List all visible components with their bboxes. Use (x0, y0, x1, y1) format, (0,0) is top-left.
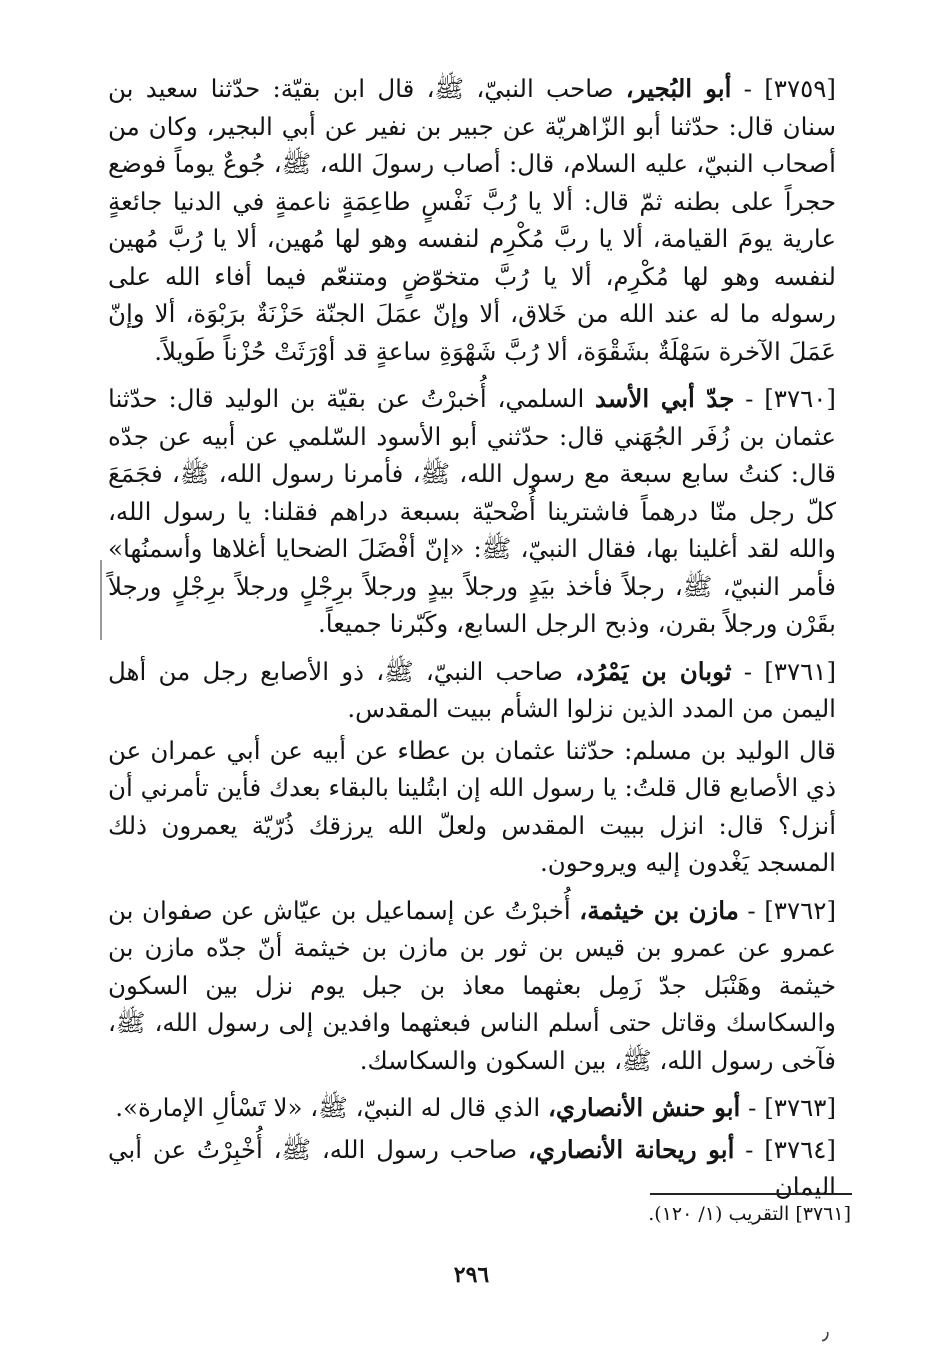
entry-3759: [٣٧٥٩] - أبو البُجير، صاحب النبيّ، ﷺ، قال ابن بقيّة: حدّثنا سعيد بن سنان قال: حدّثنا أبو الزّاهريّة عن جبير بن نفير عن أبي البجير، وكان من أصحاب النبيّ، عليه السلام، قال: أصاب رسولَ الله، ﷺ، جُوعٌ يوماً فوضع حجراً على بطنه ثمّ قال: ألا يا رُبَّ نَفْسٍ طاعِمَةٍ ناعمةٍ في الدنيا جائعةٍ عارية يومَ القيامة، ألا يا ربَّ مُكْرِم لنفسه وهو لها مُهين، ألا يا رُبَّ مُهين لنفسه وهو لها مُكْرِم، ألا يا رُبَّ متخوّضٍ ومتنعّم فيما أفاء الله على رسوله ما له عند الله من خَلاق، ألا وإنّ عمَلَ الجنّة حَزْنَةٌ برَبْوَة، ألا وإنّ عَمَلَ الآخرة سَهْلَةٌ بشَقْوَة، ألا رُبَّ شَهْوَةِ ساعةٍ قد أوْرَثَتْ حُزْناً طَويلاً. (108, 74, 836, 366)
entry-text: السلمي، أُخبرْتُ عن بقيّة بن الوليد قال: حدّثنا عثمان بن زُفَر الجُهَني قال: حدّثني أبو الأسود السّلمي عن أبيه عن جدّه قال: كنتُ سابع سبعة مع رسول الله، ﷺ، فأمرنا رسول الله، ﷺ، فجَمَعَ كلّ رجل منّا درهماً فاشترينا أُضْحيّة بسبعة دراهم فقلنا: يا رسول الله، والله لقد أغلينا بها، فقال النبيّ، ﷺ: «إنّ أفْضَلَ الضحايا أغلاها وأسمنُها» فأمر النبيّ، ﷺ، رجلاً فأخذ بيَدٍ ورجلاً بيدٍ ورجلاً برِجْلٍ ورجلاً برِجْلٍ ورجلاً بقَرْن ورجلاً بقرن، وذبح الرجل السابع، وكَبّرنا جميعاً. (108, 384, 836, 638)
entry-number: [٣٧٦٤] (764, 1134, 836, 1164)
scan-edge-mark (100, 560, 102, 640)
entry-text: صاحب النبيّ، ﷺ، قال ابن بقيّة: حدّثنا سعيد بن سنان قال: حدّثنا أبو الزّاهريّة عن جبير بن نفير عن أبي البجير، وكان من أصحاب النبيّ، عليه السلام، قال: أصاب رسولَ الله، ﷺ، جُوعٌ يوماً فوضع حجراً على بطنه ثمّ قال: ألا يا رُبَّ نَفْسٍ طاعِمَةٍ ناعمةٍ في الدنيا جائعةٍ عارية يومَ القيامة، ألا يا ربَّ مُكْرِم لنفسه وهو لها مُهين، ألا يا رُبَّ مُهين لنفسه وهو لها مُكْرِم، ألا يا رُبَّ متخوّضٍ ومتنعّم فيما أفاء الله على رسوله ما له عند الله من خَلاق، ألا وإنّ عمَلَ الجنّة حَزْنَةٌ برَبْوَة، ألا وإنّ عَمَلَ الآخرة سَهْلَةٌ بشَقْوَة، ألا رُبَّ شَهْوَةِ ساعةٍ قد أوْرَثَتْ حُزْناً طَويلاً. (108, 74, 836, 366)
entry-name: ثوبان بن يَمْرُد، (575, 656, 732, 686)
entry-number: [٣٧٥٩] (764, 74, 836, 103)
entry-name: جدّ أبي الأسد (595, 384, 735, 413)
entry-name: أبو ريحانة الأنصاري، (527, 1134, 735, 1164)
entry-name: أبو البُجير، (625, 74, 732, 103)
entry-3764: [٣٧٦٤] - أبو ريحانة الأنصاري، صاحب رسول الله، ﷺ، أُخْبِرْتُ عن أبي اليمان (108, 1134, 836, 1201)
entry-number: [٣٧٦٣] (764, 1093, 836, 1122)
entry-3760: [٣٧٦٠] - جدّ أبي الأسد السلمي، أُخبرْتُ عن بقيّة بن الوليد قال: حدّثنا عثمان بن زُفَر الجُهَني قال: حدّثني أبو الأسود السّلمي عن أبيه عن جدّه قال: كنتُ سابع سبعة مع رسول الله، ﷺ، فأمرنا رسول الله، ﷺ، فجَمَعَ كلّ رجل منّا درهماً فاشترينا أُضْحيّة بسبعة دراهم فقلنا: يا رسول الله، والله لقد أغلينا بها، فقال النبيّ، ﷺ: «إنّ أفْضَلَ الضحايا أغلاها وأسمنُها» فأمر النبيّ، ﷺ، رجلاً فأخذ بيَدٍ ورجلاً بيدٍ ورجلاً برِجْلٍ ورجلاً برِجْلٍ ورجلاً بقَرْن ورجلاً بقرن، وذبح الرجل السابع، وكَبّرنا جميعاً. (108, 384, 836, 638)
entry-text: صاحب رسول الله، ﷺ، أُخْبِرْتُ عن أبي اليمان (108, 1134, 836, 1201)
entry-text: قال الوليد بن مسلم: حدّثنا عثمان بن عطاء عن أبيه عن أبي عمران عن ذي الأصابع قال قلتُ: يا رسول الله إن ابتُلينا بالبقاء بعدك فأين تأمرني أن أنزل؟ قال: انزل ببيت المقدس ولعلّ الله يرزقك ذُرّيّة يعمرون ذلك المسجد يَغْدون إليه ويروحون. (108, 735, 836, 877)
entry-name: أبو حنش الأنصاري، (548, 1093, 741, 1122)
entry-text: الذي قال له النبيّ، ﷺ، «لا تَسْألِ الإمارة». (115, 1093, 541, 1122)
page-body (108, 70, 836, 1216)
entry-name: مازن بن خيثمة، (579, 895, 739, 925)
entry-number: [٣٧٦١] (764, 656, 836, 686)
entry-3761-continuation (108, 732, 836, 882)
entry-3763: [٣٧٦٣] - أبو حنش الأنصاري، الذي قال له النبيّ، ﷺ، «لا تَسْألِ الإمارة». (115, 1093, 836, 1122)
entry-text: أُخبرْتُ عن إسماعيل بن عيّاش عن صفوان بن عمرو عن عمرو بن قيس بن ثور بن مازن بن خيثمة أنّ جدّه مازن بن خيثمة وهَنْبَل جدّ زَمِل بعثهما معاذ بن جبل يوم نزل بين السكون والسكاسك وقاتل حتى أسلم الناس فبعثهما وافدين إلى رسول الله، ﷺ، فآخى رسول الله، ﷺ، بين السكون والسكاسك. (108, 895, 836, 1075)
page-number: ٢٩٦ (453, 1262, 490, 1288)
footnote: [٣٧٦١] التقريب (١/ ١٢٠). (648, 1203, 851, 1225)
entry-3761: [٣٧٦١] - ثوبان بن يَمْرُد، صاحب النبيّ، ﷺ، ذو الأصابع رجل من أهل اليمن من المدد الذين نزلوا الشأم ببيت المقدس. (108, 656, 836, 723)
entry-text: صاحب النبيّ، ﷺ، ذو الأصابع رجل من أهل اليمن من المدد الذين نزلوا الشأم ببيت المقدس. (108, 656, 836, 723)
footnote-divider (650, 1193, 852, 1195)
entry-number: [٣٧٦٢] (764, 895, 836, 925)
entry-3762: [٣٧٦٢] - مازن بن خيثمة، أُخبرْتُ عن إسماعيل بن عيّاش عن صفوان بن عمرو عن عمرو بن قيس بن ثور بن مازن بن خيثمة أنّ جدّه مازن بن خيثمة وهَنْبَل جدّ زَمِل بعثهما معاذ بن جبل يوم نزل بين السكون والسكاسك وقاتل حتى أسلم الناس فبعثهما وافدين إلى رسول الله، ﷺ، فآخى رسول الله، ﷺ، بين السكون والسكاسك. (108, 895, 836, 1075)
margin-mark: ٫ (822, 1320, 830, 1345)
entry-number: [٣٧٦٠] (764, 384, 836, 413)
